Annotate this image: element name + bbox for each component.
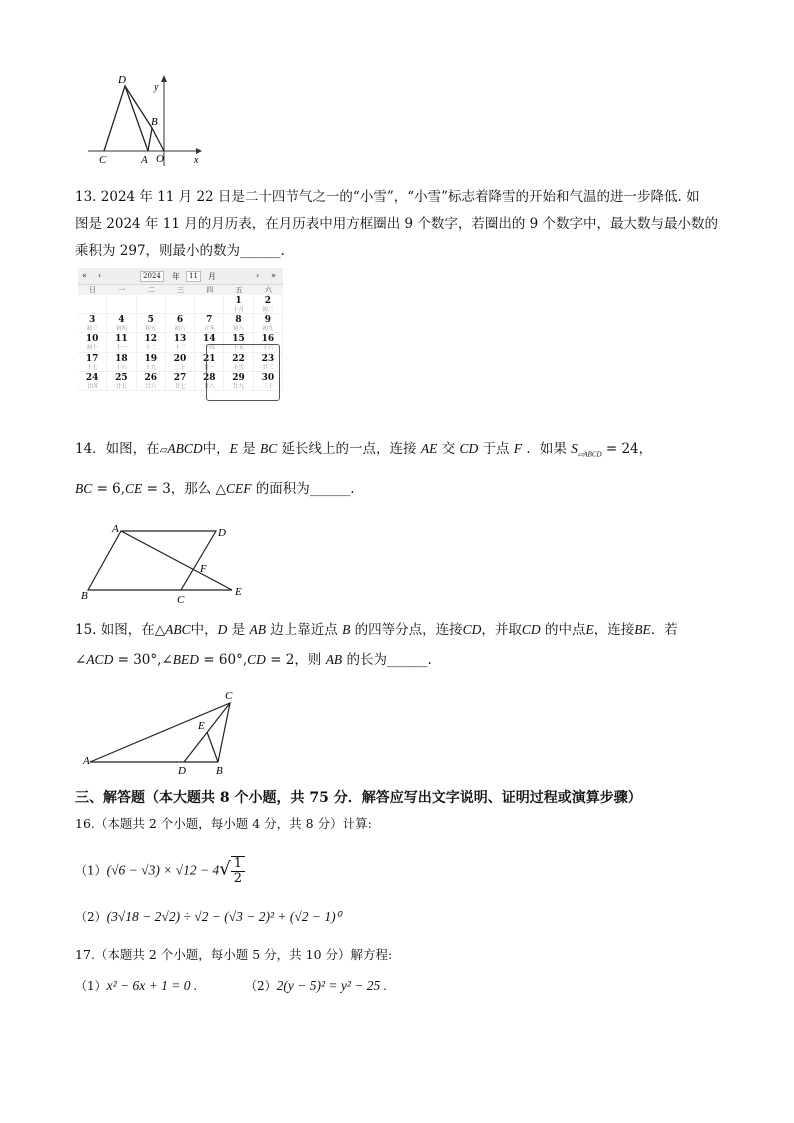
label-c: C xyxy=(225,690,233,702)
q15-math: BE xyxy=(634,622,651,637)
section3-title: 三、解答题（本大题共 8 个小题，共 75 分．解答应写出文字说明、证明过程或演算步骤） xyxy=(75,790,642,806)
figure-q15 xyxy=(84,688,244,776)
q15-math: ACD xyxy=(86,652,114,667)
segment-be xyxy=(207,732,218,762)
lunar-date: 立冬 xyxy=(203,326,215,333)
lunar-date: 三十 xyxy=(262,383,274,390)
label-d: D xyxy=(118,74,126,86)
q14-text: = 6, xyxy=(96,481,126,497)
fraction xyxy=(231,856,245,886)
month-select: 11 xyxy=(186,271,201,282)
q15-text: 的四等分点，连接 xyxy=(354,622,463,638)
q15-text: ．若 xyxy=(650,622,678,638)
calendar-image xyxy=(78,268,283,391)
triangle-symbol: △ xyxy=(154,622,166,638)
day-number: 11 xyxy=(115,334,128,345)
q16-part1 xyxy=(75,856,245,886)
q16-part2 xyxy=(75,907,341,927)
day-number xyxy=(195,295,223,296)
day-number: 15 xyxy=(232,334,245,345)
q15-text: 的中点 xyxy=(544,622,586,638)
lunar-date: 廿五 xyxy=(115,383,127,390)
day-number: 16 xyxy=(261,334,275,345)
day-number: 14 xyxy=(203,334,216,345)
day-number: 17 xyxy=(85,353,99,364)
day-number: 25 xyxy=(115,372,128,383)
q15-math: D xyxy=(217,622,228,637)
q14-text: 交 xyxy=(441,441,456,457)
lunar-date: 廿七 xyxy=(174,383,186,390)
prev-month-icon: ‹ xyxy=(98,271,102,280)
day-number: 20 xyxy=(173,353,187,364)
part-number: （2） xyxy=(75,910,107,924)
q15-line1 xyxy=(75,620,678,640)
triangle-symbol: △ xyxy=(215,481,226,497)
label-c: C xyxy=(177,594,185,606)
q14-math: BC xyxy=(75,481,93,496)
q14-text: 是 xyxy=(242,441,256,457)
calendar-day-cell xyxy=(254,314,283,333)
q15-math: ABC xyxy=(165,622,191,637)
day-number: 7 xyxy=(206,315,213,326)
q15-text: ，并取 xyxy=(481,622,522,638)
q15-math: B xyxy=(342,622,351,637)
calendar-header xyxy=(78,268,283,285)
q14-text: 中， xyxy=(202,441,230,457)
q17-part1 xyxy=(75,976,197,996)
calendar-day-cell xyxy=(195,295,224,314)
triangle-dca xyxy=(104,86,148,151)
label-e: E xyxy=(235,586,242,598)
label-x: x xyxy=(194,155,199,166)
angle-symbol: ∠ xyxy=(75,652,87,668)
triangle-abc xyxy=(90,703,230,762)
day-number: 26 xyxy=(144,372,157,383)
calendar-day-cell xyxy=(107,372,136,391)
q14-math: E xyxy=(229,441,238,456)
q15-text: 是 xyxy=(231,622,246,638)
label-f: F xyxy=(200,563,207,575)
fraction-numerator: 1 xyxy=(231,857,245,872)
q14-text: = 3，那么 xyxy=(146,481,212,497)
lunar-date: 廿八 xyxy=(203,383,215,390)
x-axis-arrow xyxy=(196,148,202,154)
selection-box xyxy=(206,344,280,401)
lunar-date: 十六 xyxy=(262,345,274,352)
figure-q12 xyxy=(84,72,214,170)
weekday: 二 xyxy=(147,286,155,294)
day-number: 24 xyxy=(85,372,99,383)
lunar-date: 初二 xyxy=(262,307,274,313)
lunar-date: 廿九 xyxy=(233,383,245,390)
q16-expression-2: (3√18 − 2√2) ÷ √2 − (√3 − 2)² + (√2 − 1)⁰ xyxy=(106,909,342,924)
parallelogram-symbol: ▱ xyxy=(159,445,168,456)
lunar-date: 十八 xyxy=(115,364,127,371)
calendar-day-cell xyxy=(137,372,166,391)
calendar-day-cell xyxy=(195,314,224,333)
lunar-date: 初三 xyxy=(86,326,98,333)
q17-equation-2: 2(y − 5)² = y² − 25 . xyxy=(276,978,388,993)
day-number xyxy=(107,295,135,296)
parallelogram-abcd xyxy=(88,531,216,590)
q17-header: 17.（本题共 2 个小题，每小题 5 分，共 10 分）解方程: xyxy=(75,947,393,962)
q15-math: E xyxy=(585,622,594,637)
q14-text: 于点 xyxy=(482,441,510,457)
figure-q14 xyxy=(78,522,253,604)
day-number: 22 xyxy=(232,353,245,364)
lunar-date: 廿一 xyxy=(203,364,215,371)
lunar-date: 初九 xyxy=(262,326,274,333)
lunar-date: 初十 xyxy=(86,345,98,352)
lunar-date: 十月 xyxy=(233,307,245,313)
next-month-icon: › xyxy=(256,271,260,280)
q15-text: = 30°, xyxy=(117,652,162,668)
calendar-day-cell xyxy=(78,314,107,333)
calendar-day-cell xyxy=(78,295,107,314)
angle-symbol: ∠ xyxy=(161,652,173,668)
q15-math: AB xyxy=(325,652,343,667)
label-a: A xyxy=(83,755,90,767)
q13-line3: 乘积为 297，则最小的数为______. xyxy=(75,243,285,259)
q15-text: 中， xyxy=(190,622,218,638)
calendar-day-cell xyxy=(254,295,283,314)
q14-text: 14．如图，在 xyxy=(75,441,160,457)
q14-line2 xyxy=(75,479,355,499)
q15-line2 xyxy=(75,650,432,670)
q15-text: ，则 xyxy=(294,652,322,668)
year-unit: 年 xyxy=(172,272,180,281)
q16-expression-1: (√6 − √3) × √12 − 4 xyxy=(106,862,220,878)
day-number: 2 xyxy=(264,296,271,306)
segment-ae xyxy=(121,531,232,590)
q14-text: 延长线上的一点，连接 xyxy=(281,441,417,457)
day-number: 1 xyxy=(235,296,242,306)
q14-math: CD xyxy=(459,441,479,456)
calendar-day-cell xyxy=(107,333,136,352)
day-number: 23 xyxy=(261,353,275,364)
day-number: 30 xyxy=(261,372,275,383)
lunar-date: 初八 xyxy=(233,326,245,333)
lunar-date: 初五 xyxy=(145,326,157,333)
q14-text: = 24， xyxy=(605,441,653,457)
part-number: （2） xyxy=(245,979,277,993)
label-o: O xyxy=(156,153,164,165)
lunar-date: 廿四 xyxy=(86,383,98,390)
lunar-date: 小雪 xyxy=(233,364,245,371)
lunar-date: 十一 xyxy=(115,345,127,352)
day-number: 10 xyxy=(85,334,99,345)
q15-math: CD xyxy=(521,622,541,637)
q13-line1: 13. 2024 年 11 月 22 日是二十四节气之一的“小雪”，“小雪”标志着降雪的开始和气温的进一步降低. 如 xyxy=(75,189,700,205)
q15-text: 边上靠近点 xyxy=(270,622,338,638)
day-number: 4 xyxy=(118,315,125,326)
day-number xyxy=(166,295,194,296)
calendar-day-cell xyxy=(78,353,107,372)
q15-math: CD xyxy=(247,652,266,667)
lunar-date: 初六 xyxy=(174,326,186,333)
label-c: C xyxy=(99,154,107,166)
q14-text: ．如果 xyxy=(526,441,567,457)
radical-sign: √ xyxy=(219,858,231,880)
day-number: 18 xyxy=(115,353,128,364)
label-a: A xyxy=(141,154,148,166)
lunar-date: 十二 xyxy=(145,345,157,352)
day-number: 19 xyxy=(144,353,157,364)
q13-line2: 图是 2024 年 11 月的月历表，在月历表中用方框圈出 9 个数字，若圈出的 9 个数字中，最大数与最小数的 xyxy=(75,216,719,232)
label-b: B xyxy=(81,590,88,602)
month-unit: 月 xyxy=(208,272,216,281)
q15-text: ，连接 xyxy=(593,622,635,638)
calendar-day-cell xyxy=(166,353,195,372)
day-number: 21 xyxy=(203,353,216,364)
next-year-icon: » xyxy=(271,271,276,280)
q15-text: 的长为______. xyxy=(346,652,432,668)
q15-text: = 2 xyxy=(270,652,295,668)
calendar-weekdays xyxy=(78,285,283,295)
fraction-denominator: 2 xyxy=(233,871,242,886)
day-number: 6 xyxy=(176,315,184,326)
calendar-day-cell xyxy=(224,295,253,314)
weekday: 日 xyxy=(89,286,97,294)
calendar-day-cell xyxy=(107,295,136,314)
day-number xyxy=(137,295,165,296)
weekday: 四 xyxy=(206,286,214,294)
q15-math: AB xyxy=(249,622,266,637)
q15-math: CD xyxy=(462,622,482,637)
q16-header: 16.（本题共 2 个小题，每小题 4 分，共 8 分）计算: xyxy=(75,816,372,831)
day-number xyxy=(78,295,106,296)
label-y: y xyxy=(154,82,159,93)
q17-part2 xyxy=(245,976,387,996)
lunar-date: 十四 xyxy=(203,345,215,352)
calendar-day-cell xyxy=(78,372,107,391)
lunar-date: 二十 xyxy=(174,364,186,371)
calendar-day-cell xyxy=(137,353,166,372)
y-axis-arrow xyxy=(161,75,167,82)
weekday: 五 xyxy=(235,286,243,294)
lunar-date: 十三 xyxy=(174,345,186,352)
prev-year-icon: « xyxy=(82,271,87,280)
calendar-day-cell xyxy=(224,314,253,333)
calendar-day-cell xyxy=(166,372,195,391)
label-b: B xyxy=(216,765,223,777)
q14-math: CEF xyxy=(226,481,252,496)
day-number: 13 xyxy=(173,334,187,345)
part-number: （1） xyxy=(75,979,107,993)
calendar-day-cell xyxy=(137,314,166,333)
weekday: 六 xyxy=(264,286,272,294)
label-b: B xyxy=(151,116,158,128)
lunar-date: 初四 xyxy=(115,326,127,333)
q15-math: BED xyxy=(172,652,199,667)
calendar-day-cell xyxy=(107,353,136,372)
calendar-day-cell xyxy=(166,295,195,314)
calendar-day-cell xyxy=(166,314,195,333)
lunar-date: 廿三 xyxy=(262,364,274,371)
calendar-day-cell xyxy=(78,333,107,352)
q14-math: CE xyxy=(125,481,143,496)
q14-math: S xyxy=(571,441,578,456)
q14-math: ABCD xyxy=(167,441,203,456)
day-number: 27 xyxy=(173,372,187,383)
label-d: D xyxy=(178,765,186,777)
day-number: 5 xyxy=(147,315,154,326)
segment-db xyxy=(125,86,152,128)
day-number: 8 xyxy=(235,315,242,326)
q14-text: 的面积为______. xyxy=(255,481,355,497)
q15-text: 15. 如图，在 xyxy=(75,622,155,638)
weekday: 三 xyxy=(176,286,184,294)
day-number: 9 xyxy=(264,315,271,326)
lunar-date: 十五 xyxy=(233,345,245,352)
day-number: 29 xyxy=(232,372,245,383)
calendar-day-cell xyxy=(166,333,195,352)
lunar-date: 十九 xyxy=(145,364,157,371)
day-number: 28 xyxy=(203,372,216,383)
q14-math: BC xyxy=(259,441,278,456)
q17-equation-1: x² − 6x + 1 = 0 . xyxy=(106,978,198,993)
label-a: A xyxy=(112,523,119,535)
year-select: 2024 xyxy=(140,271,164,282)
calendar-day-cell xyxy=(137,333,166,352)
q14-math: F xyxy=(513,441,523,456)
segment-abo xyxy=(148,128,164,151)
day-number: 12 xyxy=(144,334,157,345)
label-d: D xyxy=(218,527,226,539)
q14-line1 xyxy=(75,439,652,465)
label-e: E xyxy=(198,720,205,732)
day-number: 3 xyxy=(89,315,96,326)
calendar-day-cell xyxy=(107,314,136,333)
q14-math: AE xyxy=(420,441,438,456)
weekday: 一 xyxy=(118,286,126,294)
calendar-day-cell xyxy=(137,295,166,314)
q14-subscript: ▱ABCD xyxy=(577,450,602,459)
lunar-date: 廿六 xyxy=(145,383,157,390)
part-number: （1） xyxy=(75,863,107,878)
q15-text: = 60°, xyxy=(203,652,248,668)
lunar-date: 十七 xyxy=(86,364,98,371)
